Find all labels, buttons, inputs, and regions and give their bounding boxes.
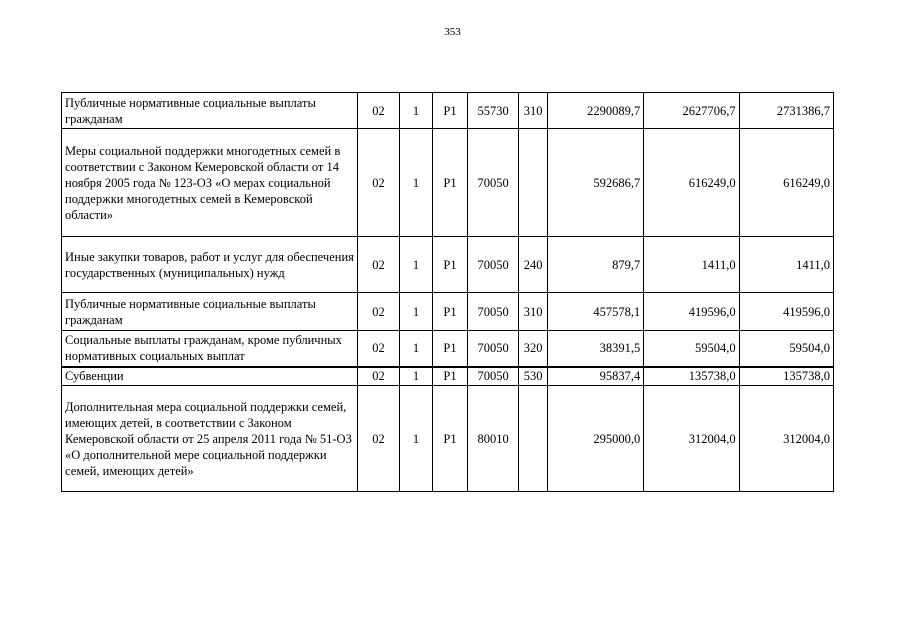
- row-name: Иные закупки товаров, работ и услуг для обеспечения государственных (муниципальных) нужд: [62, 237, 358, 293]
- amount-year-1: 38391,5: [547, 331, 643, 367]
- amount-year-3: 616249,0: [739, 129, 833, 237]
- amount-year-2: 59504,0: [644, 331, 739, 367]
- amount-year-2: 616249,0: [644, 129, 739, 237]
- direction-code: 70050: [467, 237, 519, 293]
- program-code: P1: [433, 129, 467, 237]
- section-code: 02: [358, 367, 400, 386]
- program-code: P1: [433, 331, 467, 367]
- expense-type-code: [519, 386, 547, 492]
- expense-type-code: 530: [519, 367, 547, 386]
- section-code: 02: [358, 237, 400, 293]
- subsection-code: 1: [399, 293, 432, 331]
- amount-year-1: 2290089,7: [547, 93, 643, 129]
- table-row: [62, 386, 834, 492]
- table-row: [62, 129, 834, 237]
- row-name: Субвенции: [62, 367, 358, 386]
- amount-year-3: 312004,0: [739, 386, 833, 492]
- budget-table: [61, 92, 834, 492]
- amount-year-2: 135738,0: [644, 367, 739, 386]
- section-code: 02: [358, 293, 400, 331]
- row-name: Публичные нормативные социальные выплаты гражданам: [62, 293, 358, 331]
- page-number: 353: [444, 26, 461, 38]
- expense-type-code: [519, 129, 547, 237]
- table-row: [62, 293, 834, 331]
- table-row: [62, 367, 834, 386]
- subsection-code: 1: [399, 331, 432, 367]
- program-code: P1: [433, 293, 467, 331]
- amount-year-3: 2731386,7: [739, 93, 833, 129]
- direction-code: 70050: [467, 293, 519, 331]
- subsection-code: 1: [399, 386, 432, 492]
- subsection-code: 1: [399, 129, 432, 237]
- direction-code: 70050: [467, 129, 519, 237]
- row-name: Социальные выплаты гражданам, кроме публичных нормативных социальных выплат: [62, 331, 358, 367]
- expense-type-code: 320: [519, 331, 547, 367]
- direction-code: 55730: [467, 93, 519, 129]
- table-row: [62, 237, 834, 293]
- row-name: Публичные нормативные социальные выплаты гражданам: [62, 93, 358, 129]
- amount-year-1: 879,7: [547, 237, 643, 293]
- amount-year-1: 95837,4: [547, 367, 643, 386]
- program-code: P1: [433, 386, 467, 492]
- amount-year-3: 135738,0: [739, 367, 833, 386]
- program-code: P1: [433, 237, 467, 293]
- table-row: [62, 93, 834, 129]
- direction-code: 70050: [467, 331, 519, 367]
- section-code: 02: [358, 93, 400, 129]
- amount-year-2: 312004,0: [644, 386, 739, 492]
- amount-year-1: 457578,1: [547, 293, 643, 331]
- program-code: P1: [433, 93, 467, 129]
- row-name: Дополнительная мера социальной поддержки семей, имеющих детей, в соответствии с Законом Кемеровской области от 25 апреля 2011 года № 51-ОЗ «О дополнительной мере социальной поддержки семей, имеющих детей»: [62, 386, 358, 492]
- table-row: [62, 331, 834, 367]
- direction-code: 80010: [467, 386, 519, 492]
- amount-year-2: 419596,0: [644, 293, 739, 331]
- program-code: P1: [433, 367, 467, 386]
- amount-year-1: 295000,0: [547, 386, 643, 492]
- section-code: 02: [358, 129, 400, 237]
- amount-year-3: 59504,0: [739, 331, 833, 367]
- expense-type-code: 310: [519, 93, 547, 129]
- amount-year-2: 1411,0: [644, 237, 739, 293]
- expense-type-code: 310: [519, 293, 547, 331]
- subsection-code: 1: [399, 93, 432, 129]
- direction-code: 70050: [467, 367, 519, 386]
- amount-year-3: 1411,0: [739, 237, 833, 293]
- amount-year-1: 592686,7: [547, 129, 643, 237]
- subsection-code: 1: [399, 237, 432, 293]
- expense-type-code: 240: [519, 237, 547, 293]
- section-code: 02: [358, 386, 400, 492]
- amount-year-3: 419596,0: [739, 293, 833, 331]
- row-name: Меры социальной поддержки многодетных семей в соответствии с Законом Кемеровской области от 14 ноября 2005 года № 123-ОЗ «О мерах социальной поддержки многодетных семей в Кемеровской области»: [62, 129, 358, 237]
- section-code: 02: [358, 331, 400, 367]
- subsection-code: 1: [399, 367, 432, 386]
- amount-year-2: 2627706,7: [644, 93, 739, 129]
